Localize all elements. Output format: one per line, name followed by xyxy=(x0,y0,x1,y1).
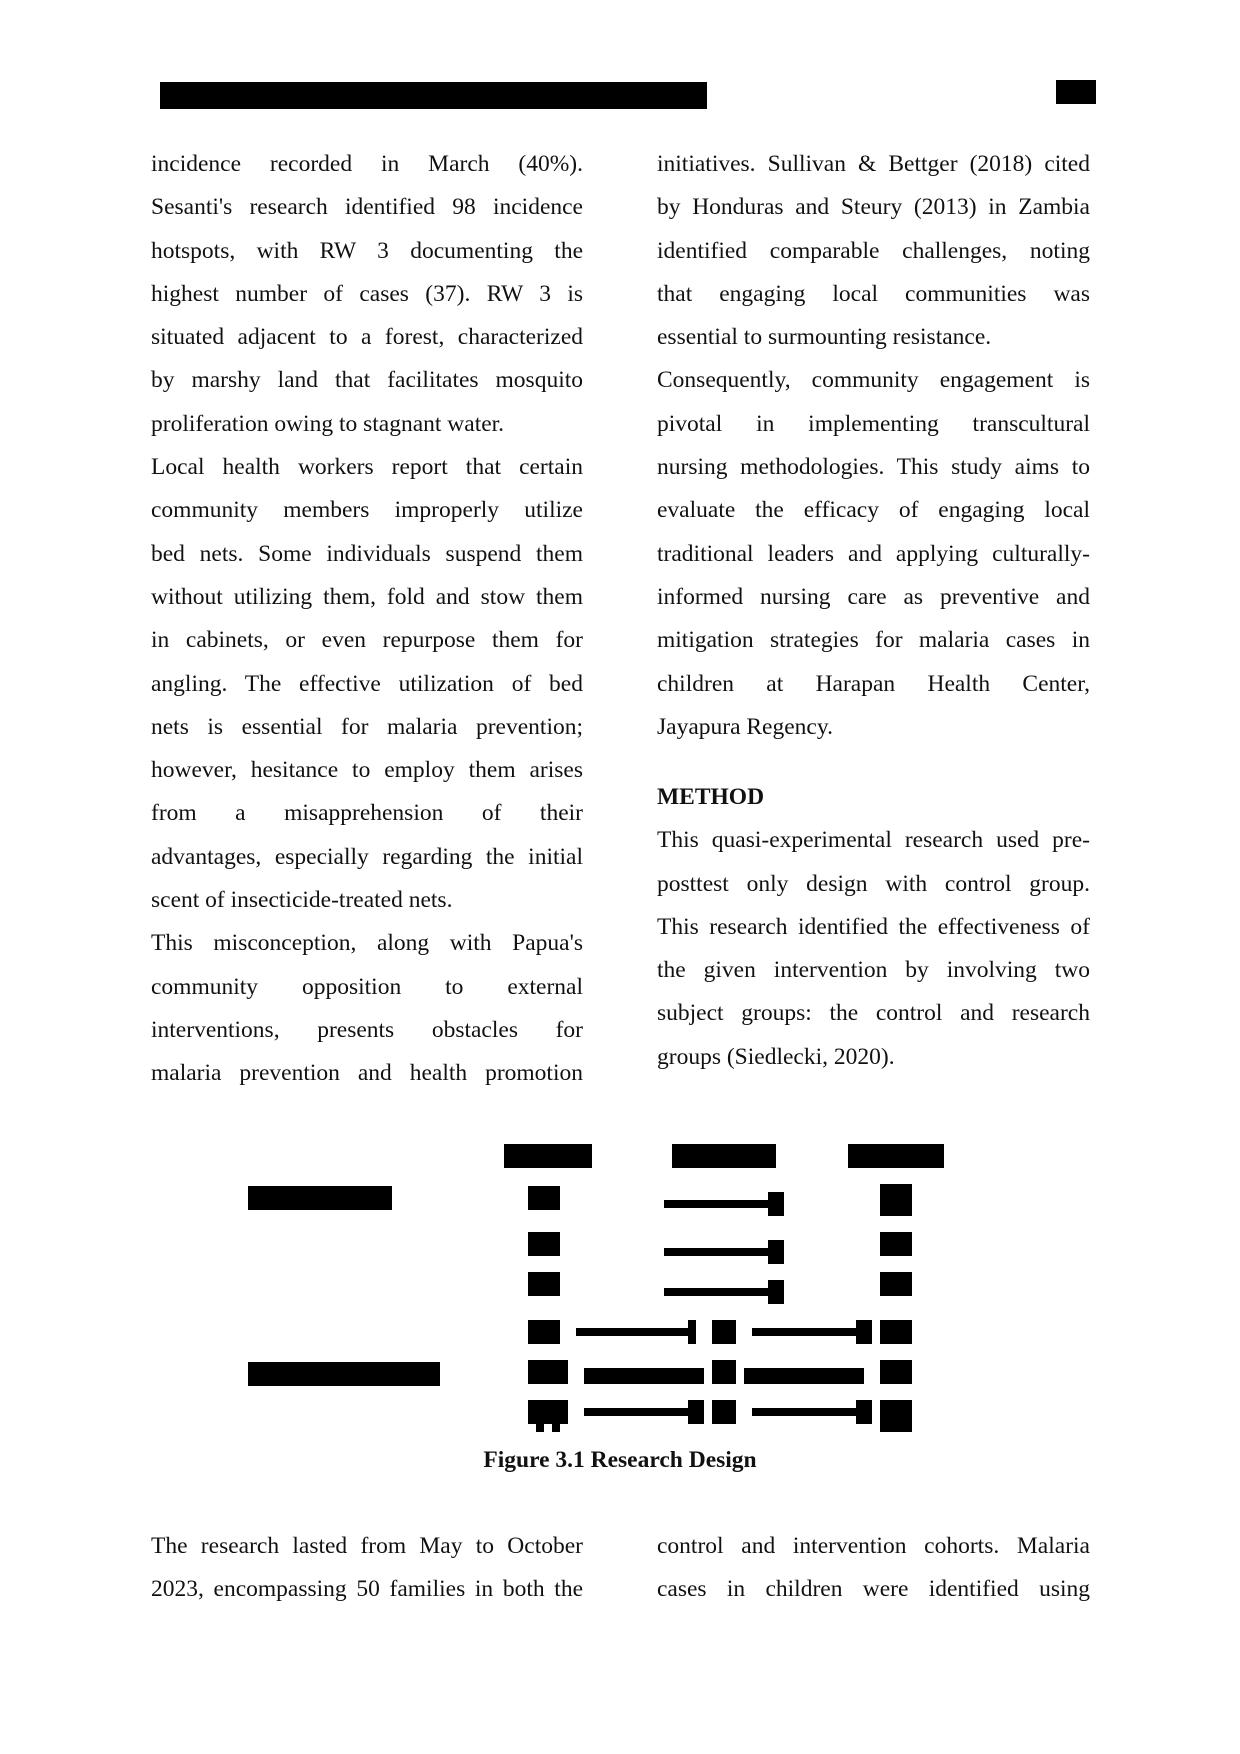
text-line: scent of insecticide-treated nets. xyxy=(151,887,453,914)
text-line: cases in children were identified using xyxy=(657,1576,1090,1603)
text-line: pivotal in implementing transcultural xyxy=(657,410,1090,437)
bottom-right-column xyxy=(657,1525,1090,1612)
figure-group-label-1-redacted xyxy=(248,1186,392,1210)
bottom-left-column xyxy=(151,1525,583,1612)
text-line: interventions, presents obstacles for xyxy=(151,1016,583,1043)
text-line: proliferation owing to stagnant water. xyxy=(151,410,505,437)
arrow-head xyxy=(768,1280,784,1304)
arrow-line xyxy=(576,1328,696,1336)
arrow-head xyxy=(856,1400,872,1424)
text-line: identified comparable challenges, noting xyxy=(657,237,1090,264)
text-line: from a misapprehension of their xyxy=(151,800,583,827)
text-line: without utilizing them, fold and stow them xyxy=(151,583,583,610)
right-column xyxy=(657,143,1090,749)
text-line: angling. The effective utilization of bed xyxy=(151,670,583,697)
text-line: malaria prevention and health promotion xyxy=(151,1060,583,1087)
text-line: evaluate the efficacy of engaging local xyxy=(657,497,1090,524)
method-section xyxy=(657,776,1090,1079)
text-line: hotspots, with RW 3 documenting the xyxy=(151,237,583,264)
figure-symbol xyxy=(880,1272,912,1296)
text-line: nursing methodologies. This study aims to xyxy=(657,454,1090,481)
arrow-line xyxy=(664,1288,784,1296)
text-line: children at Harapan Health Center, xyxy=(657,670,1090,697)
text-line: This quasi-experimental research used pre- xyxy=(657,827,1090,854)
figure-symbol xyxy=(880,1320,912,1344)
text-line: traditional leaders and applying culturally- xyxy=(657,540,1090,567)
text-line: informed nursing care as preventive and xyxy=(657,583,1090,610)
figure-group-label-2-redacted xyxy=(248,1362,440,1386)
text-line: highest number of cases (37). RW 3 is xyxy=(151,280,583,307)
arrow-line xyxy=(752,1408,864,1416)
text-line: nets is essential for malaria prevention; xyxy=(151,713,583,740)
text-line: control and intervention cohorts. Malaria xyxy=(657,1533,1090,1559)
figure-symbol xyxy=(552,1424,560,1432)
arrow-line xyxy=(584,1408,696,1416)
text-line: This misconception, along with Papua's xyxy=(151,930,583,957)
left-column xyxy=(151,143,583,1096)
text-line: however, hesitance to employ them arises xyxy=(151,757,583,784)
figure-symbol xyxy=(528,1272,560,1296)
text-line: initiatives. Sullivan & Bettger (2018) cited xyxy=(657,151,1090,177)
figure-symbol xyxy=(528,1360,568,1384)
arrow-line xyxy=(664,1200,784,1208)
arrow-line xyxy=(664,1248,784,1256)
figure-symbol xyxy=(880,1232,912,1256)
figure-symbol xyxy=(528,1400,568,1424)
arrow-head xyxy=(768,1192,784,1216)
figure-column-header-1-redacted xyxy=(504,1144,592,1168)
figure-symbol xyxy=(536,1424,544,1432)
text-line: bed nets. Some individuals suspend them xyxy=(151,540,583,567)
text-line: in cabinets, or even repurpose them for xyxy=(151,627,583,654)
figure-symbol xyxy=(880,1184,912,1216)
text-line: groups (Siedlecki, 2020). xyxy=(657,1043,895,1070)
text-line: incidence recorded in March (40%). xyxy=(151,151,583,177)
page-number-redacted xyxy=(1056,80,1096,104)
figure-symbol xyxy=(880,1360,912,1384)
text-line: Consequently, community engagement is xyxy=(657,367,1090,394)
figure-symbol xyxy=(712,1320,736,1344)
running-header-redacted xyxy=(160,82,707,109)
text-line: community opposition to external xyxy=(151,973,583,1000)
text-line: posttest only design with control group. xyxy=(657,870,1090,897)
arrow-head xyxy=(688,1400,704,1424)
text-line: essential to surmounting resistance. xyxy=(657,324,992,351)
section-heading-method: METHOD xyxy=(657,784,765,810)
figure-symbol xyxy=(528,1232,560,1256)
text-line: advantages, especially regarding the initial xyxy=(151,843,583,870)
figure-symbol xyxy=(528,1186,560,1210)
text-line: Sesanti's research identified 98 incidence xyxy=(151,194,583,221)
figure-column-header-2-redacted xyxy=(672,1144,776,1168)
arrow-head xyxy=(688,1320,696,1344)
text-line: Local health workers report that certain xyxy=(151,454,583,481)
text-line: community members improperly utilize xyxy=(151,497,583,524)
figure-symbol xyxy=(880,1400,912,1432)
arrow-head xyxy=(768,1240,784,1264)
arrow-line xyxy=(744,1368,864,1384)
figure-symbol xyxy=(712,1400,736,1424)
figure-symbol xyxy=(712,1360,736,1384)
figure-column-header-3-redacted xyxy=(848,1144,944,1168)
text-line: The research lasted from May to October xyxy=(151,1533,583,1559)
arrow-line xyxy=(752,1328,864,1336)
text-line: that engaging local communities was xyxy=(657,280,1090,307)
text-line: 2023, encompassing 50 families in both the xyxy=(151,1576,583,1603)
text-line: subject groups: the control and research xyxy=(657,1000,1090,1027)
text-line: the given intervention by involving two xyxy=(657,957,1090,984)
figure-symbol xyxy=(528,1320,560,1344)
text-line: situated adjacent to a forest, characterized xyxy=(151,324,583,351)
text-line: by marshy land that facilitates mosquito xyxy=(151,367,583,394)
arrow-head xyxy=(856,1320,872,1344)
text-line: This research identified the effectiveness of xyxy=(657,913,1090,940)
text-line: Jayapura Regency. xyxy=(657,713,833,740)
arrow-line xyxy=(584,1368,704,1384)
figure-caption: Figure 3.1 Research Design xyxy=(483,1447,757,1473)
text-line: mitigation strategies for malaria cases in xyxy=(657,627,1090,654)
text-line: by Honduras and Steury (2013) in Zambia xyxy=(657,194,1090,221)
